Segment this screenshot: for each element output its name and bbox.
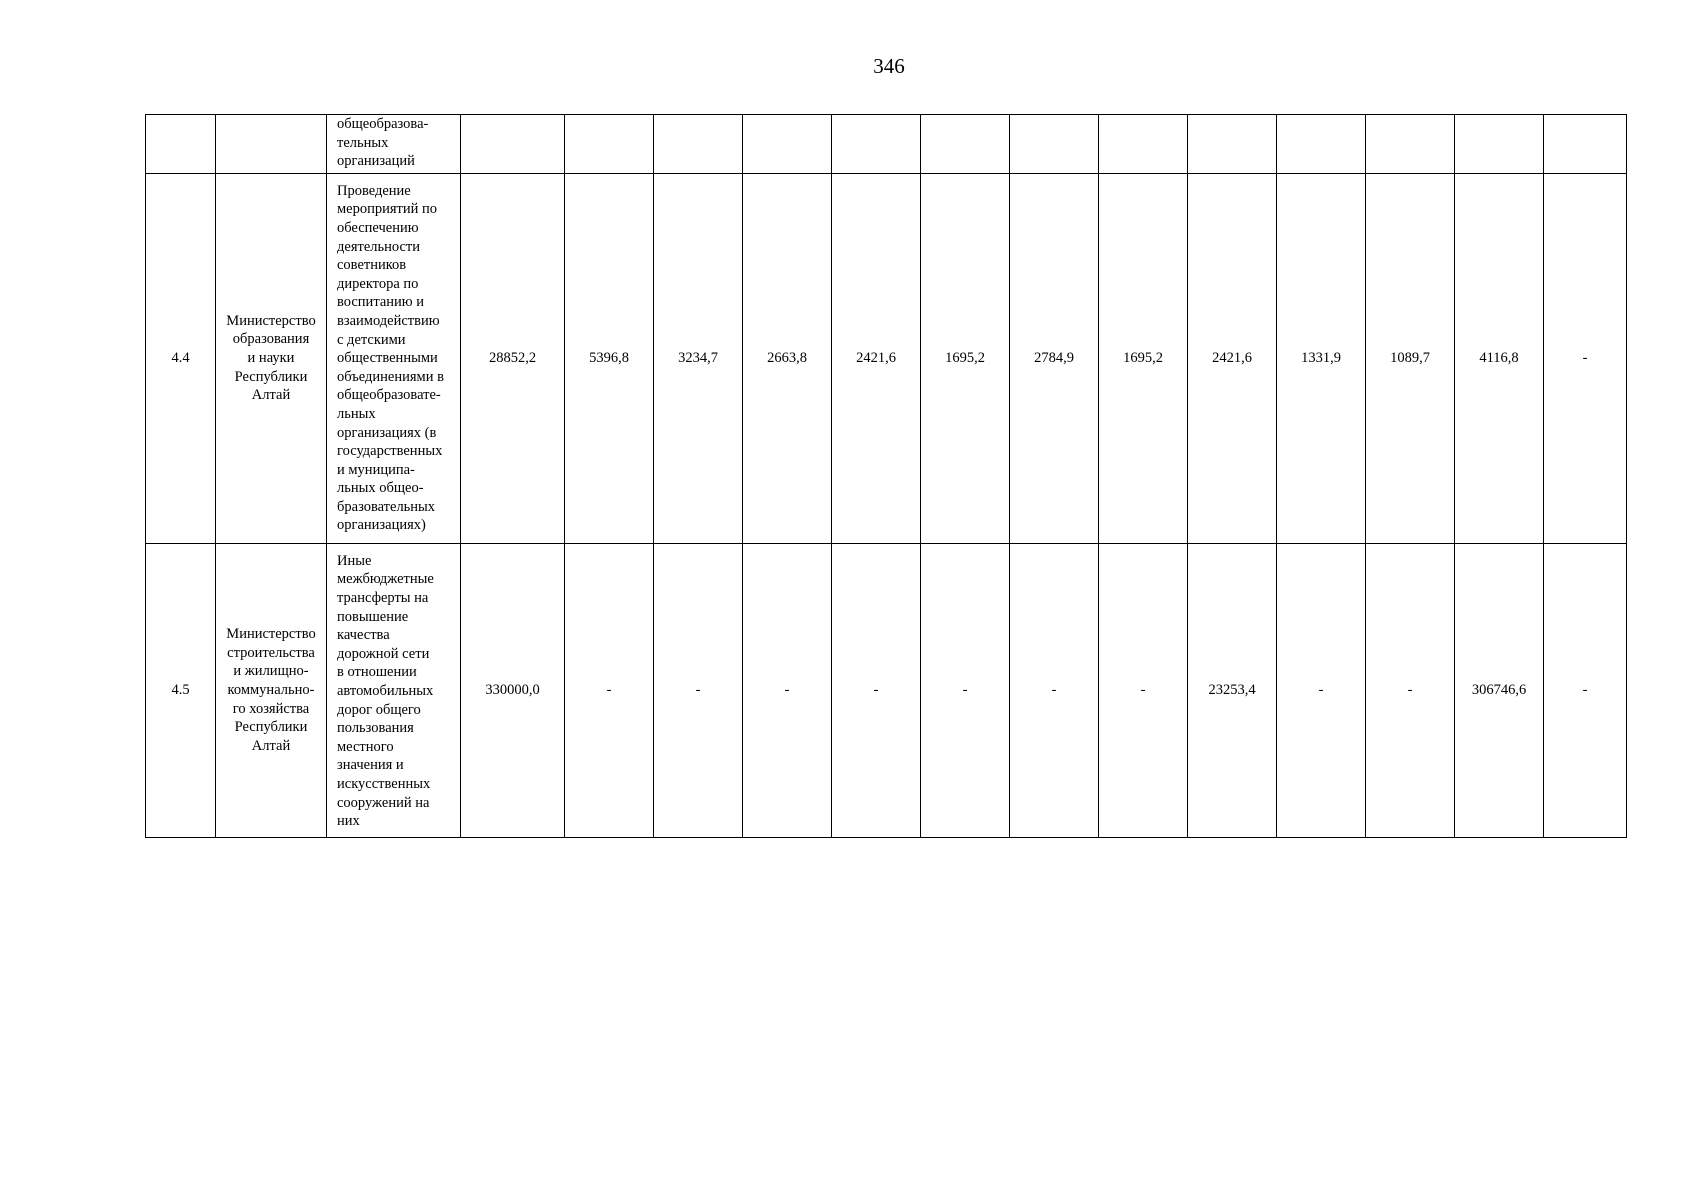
value-cell bbox=[1099, 115, 1188, 174]
row-number-cell bbox=[146, 115, 216, 174]
value-cell: - bbox=[832, 543, 921, 837]
description-cell: Проведение мероприятий по обеспечению деятельности советников директора по воспитанию и взаимодействию с детскими общественными объединениями в общеобразовате- льных организациях (в государственных и муниципа- льных общео- бразовательных организациях) bbox=[327, 173, 461, 543]
organization-cell: Министерство строительства и жилищно- коммунально- го хозяйства Республики Алтай bbox=[216, 543, 327, 837]
budget-table bbox=[145, 114, 1627, 838]
organization-cell: Министерство образования и науки Республики Алтай bbox=[216, 173, 327, 543]
total-value-cell bbox=[461, 115, 565, 174]
total-value-cell: 28852,2 bbox=[461, 173, 565, 543]
value-cell: 4116,8 bbox=[1455, 173, 1544, 543]
value-cell: 2784,9 bbox=[1010, 173, 1099, 543]
table-row bbox=[146, 543, 1627, 837]
value-cell: - bbox=[1099, 543, 1188, 837]
value-cell bbox=[832, 115, 921, 174]
organization-cell bbox=[216, 115, 327, 174]
value-cell bbox=[565, 115, 654, 174]
description-cell: Иные межбюджетные трансферты на повышение качества дорожной сети в отношении автомобильных дорог общего пользования местного значения и искусственных сооружений на них bbox=[327, 543, 461, 837]
value-cell: 1695,2 bbox=[1099, 173, 1188, 543]
value-cell: 23253,4 bbox=[1188, 543, 1277, 837]
value-cell: - bbox=[921, 543, 1010, 837]
total-value-cell: 330000,0 bbox=[461, 543, 565, 837]
value-cell: 2421,6 bbox=[832, 173, 921, 543]
table-row bbox=[146, 173, 1627, 543]
value-cell bbox=[743, 115, 832, 174]
value-cell: - bbox=[1544, 543, 1627, 837]
value-cell: 306746,6 bbox=[1455, 543, 1544, 837]
value-cell: 2663,8 bbox=[743, 173, 832, 543]
value-cell: 2421,6 bbox=[1188, 173, 1277, 543]
value-cell bbox=[1188, 115, 1277, 174]
value-cell: 3234,7 bbox=[654, 173, 743, 543]
value-cell: - bbox=[743, 543, 832, 837]
value-cell bbox=[1544, 115, 1627, 174]
value-cell bbox=[654, 115, 743, 174]
value-cell: 5396,8 bbox=[565, 173, 654, 543]
table-row bbox=[146, 115, 1627, 174]
value-cell bbox=[1366, 115, 1455, 174]
value-cell: 1695,2 bbox=[921, 173, 1010, 543]
description-cell: общеобразова- тельных организаций bbox=[327, 115, 461, 174]
value-cell: - bbox=[565, 543, 654, 837]
value-cell: - bbox=[1277, 543, 1366, 837]
page-number: 346 bbox=[873, 54, 905, 78]
value-cell: - bbox=[1010, 543, 1099, 837]
value-cell bbox=[921, 115, 1010, 174]
value-cell: 1089,7 bbox=[1366, 173, 1455, 543]
value-cell: - bbox=[654, 543, 743, 837]
value-cell: - bbox=[1366, 543, 1455, 837]
value-cell: 1331,9 bbox=[1277, 173, 1366, 543]
row-number-cell: 4.5 bbox=[146, 543, 216, 837]
value-cell bbox=[1277, 115, 1366, 174]
value-cell bbox=[1010, 115, 1099, 174]
value-cell: - bbox=[1544, 173, 1627, 543]
value-cell bbox=[1455, 115, 1544, 174]
row-number-cell: 4.4 bbox=[146, 173, 216, 543]
